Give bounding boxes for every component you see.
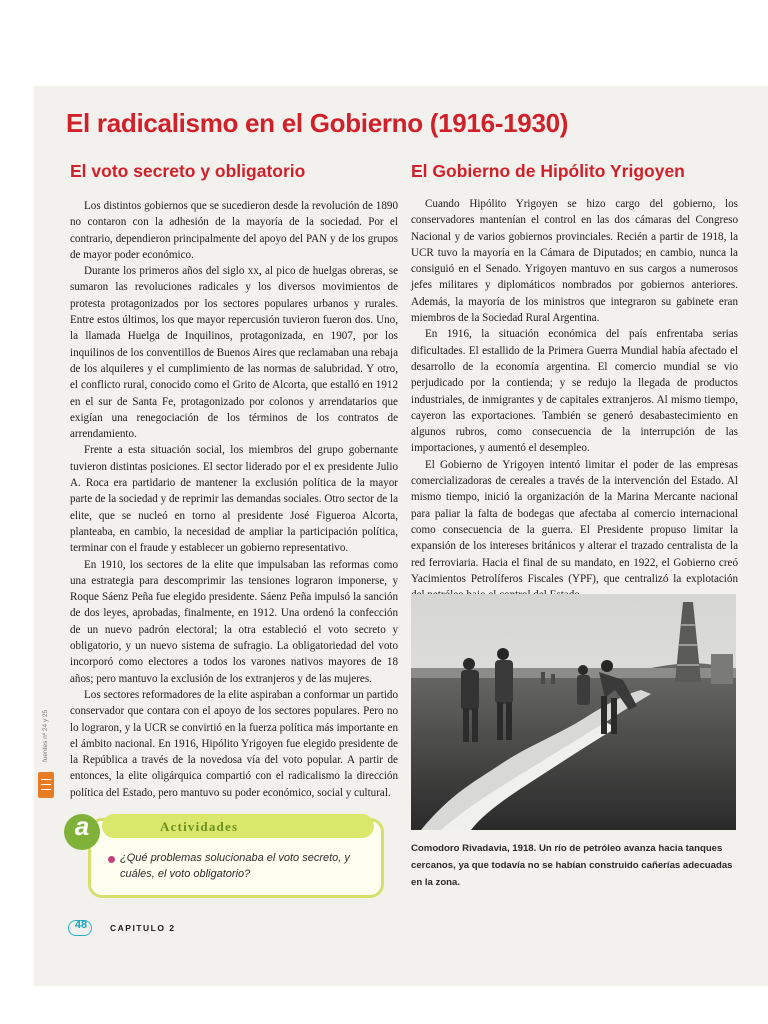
historical-photo: [411, 594, 736, 830]
chapter-label: CAPITULO 2: [110, 923, 176, 933]
bullet-icon: [108, 856, 115, 863]
right-column: [411, 196, 738, 603]
left-paragraph: En 1910, los sectores de la elite que impulsaban las reformas como una estrategia para descomprimir las tensiones lograron imponerse, y Roque Sáenz Peña fue elegido presidente. Sáenz Peña impulsó la sanción de dos leyes, aprobadas, finalmente, en 1912. Una ordenó la confección de un nuevo padrón electoral; la otra estableció el voto secreto y obligatorio, y un nuevo sistema de sufragio. La obligatoriedad del voto incorporó como electores a todos los varones nativos mayores de 18 años; pero mantuvo la exclusión de los extranjeros y de las mujeres.: [70, 558, 398, 685]
left-column: [70, 198, 398, 801]
oil-river-photo-image: [411, 594, 736, 830]
left-paragraph: Los sectores reformadores de la elite aspiraban a conformar un partido conservador que contara con el apoyo de los sectores populares. Pero no lo lograron, y la UCR se convirtió en la fuerza política más importante en el ámbito nacional. En 1916, Hipólito Yrigoyen fue elegido presidente de la República a través de la novedosa vía del voto popular. A partir de entonces, la elite oligárquica compartió con el radicalismo la dirección política del Estado, pero mantuvo su poder económico, social y cultural.: [70, 688, 398, 799]
sources-note-text: fuentes nº 24 y 25: [42, 709, 49, 762]
page-title: El radicalismo en el Gobierno (1916-1930): [66, 108, 569, 138]
sources-note: [40, 692, 52, 764]
activities-question: ¿Qué problemas solucionaba el voto secreto, y cuáles, el voto obligatorio?: [120, 852, 350, 880]
right-paragraph: Cuando Hipólito Yrigoyen se hizo cargo del gobierno, los conservadores mantenían el control en las dos cámaras del Congreso Nacional y de varios gobiernos provinciales. Recién a partir de 1918, la UCR tuvo la mayoría en la Cámara de Diputados; en cambio, nunca la consiguió en el Senado. Yrigoyen mantuvo en sus cargos a numerosos jefes militares y diplomáticos nombrados por gobiernos anteriores. Además, la mayoría de los ministros que integraron su gabinete eran miembros de la Sociedad Rural Argentina.: [411, 198, 738, 325]
left-paragraph: Los distintos gobiernos que se sucedieron desde la revolución de 1890 no contaron con la adhesión de la mayoría de la sociedad. Por el contrario, dependieron principalmente del apoyo del PAN y de los grupos de mayor poder económico.: [70, 200, 398, 261]
activities-badge-letter: a: [74, 811, 90, 841]
left-paragraph: Frente a esta situación social, los miembros del grupo gobernante tuvieron distintas posiciones. El sector liderado por el ex presidente Julio A. Roca era partidario de mantener la exclusión política de la mayor parte de la sociedad y de reprimir las demandas sociales. Otro sector de la elite, que se nucleó en torno al presidente José Figueroa Alcorta, planteaba, en cambio, la necesidad de ampliar la participación política, terminar con el fraude y establecer un gobierno representativo.: [70, 444, 398, 555]
right-section-heading: El Gobierno de Hipólito Yrigoyen: [411, 161, 685, 181]
left-paragraph: Durante los primeros años del siglo xx, al pico de huelgas obreras, se sumaron las revoluciones radicales y los diversos movimientos de protesta protagonizados por los sectores populares urbanos y rurales. Entre estos últimos, los que mayor repercusión tuvieron fueron dos. Uno, la llamada Huelga de Inquilinos, protagonizada, en 1907, por los inquilinos de los conventillos de Buenos Aires que reclamaban una rebaja de los alquileres y el cumplimiento de las normas de salubridad. Y otro, el conflicto rural, conocido como el Grito de Alcorta, que estalló en 1912 en el sur de Santa Fe, protagonizado por colonos y arrendatarios que exigían una renegociación de los términos de los contratos de arrendamiento.: [70, 265, 398, 441]
activities-title: Actividades: [160, 819, 239, 834]
photo-caption: Comodoro Rivadavia, 1918. Un río de petróleo avanza hacia tanques cercanos, ya que todavía no se habían construido cañerías adecuadas en la zona.: [411, 843, 733, 888]
left-section-heading: El voto secreto y obligatorio: [70, 161, 306, 181]
right-paragraph: En 1916, la situación económica del país enfrentaba serias dificultades. El estallido de la Primera Guerra Mundial había afectado el desarrollo de la economía argentina. El comercio mundial se vio perjudicado por la contienda; y se redujo la llegada de productos industriales, de inmigrantes y de capitales extranjeros. Al mismo tiempo, cayeron las exportaciones. También se generó desabastecimiento en algunos rubros, como consecuencia de la interrupción de las importaciones, y aumentó el desempleo.: [411, 328, 738, 455]
side-tab-icon: [38, 772, 54, 798]
page-number: 48: [74, 919, 88, 931]
right-paragraph: El Gobierno de Yrigoyen intentó limitar el poder de las empresas comercializadoras de cereales a través de la intervención del Estado. Al mismo tiempo, inició la organización de la Marina Mercante nacional para paliar la falta de bodegas que afectaba al comercio internacional como consecuencia de la guerra. El Presidente propuso limitar la expansión de los intereses británicos y alterar el trazado centralista de la red ferroviaria. Hacia el final de su mandato, en 1922, el Gobierno creó Yacimientos Petrolíferos Fiscales (YPF), que centralizó la explotación: [411, 458, 738, 585]
